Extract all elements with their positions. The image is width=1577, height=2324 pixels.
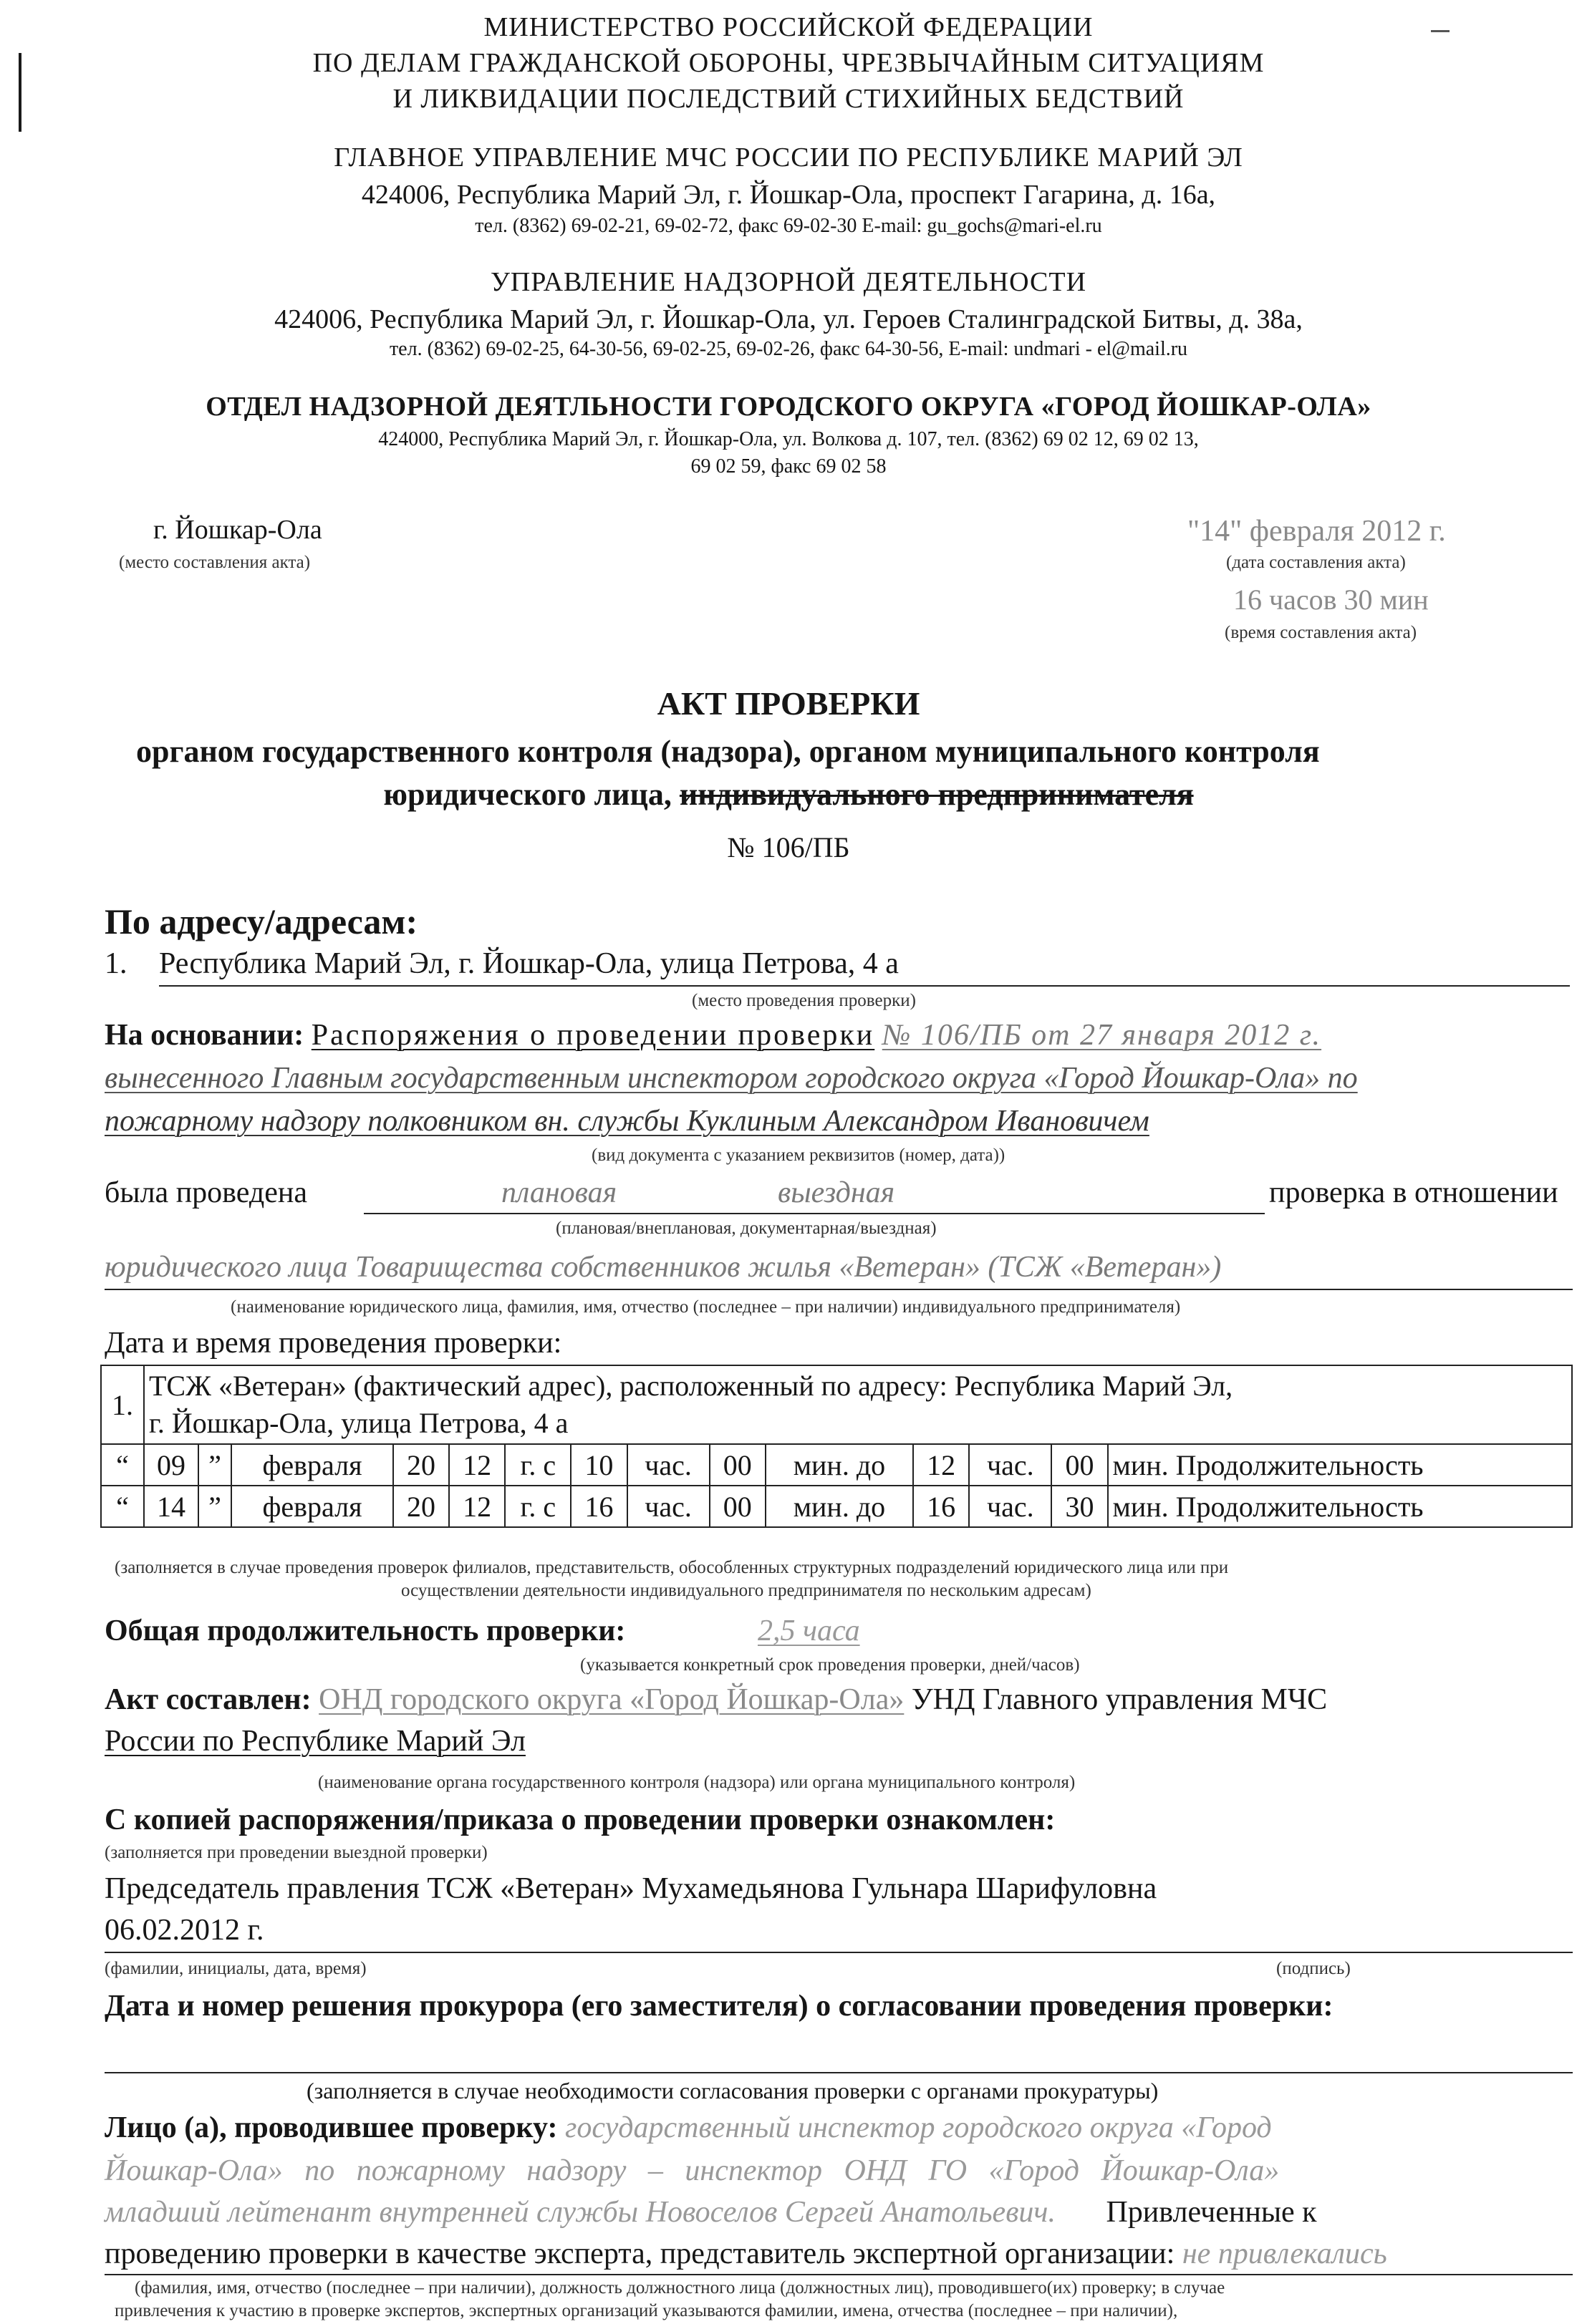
prosecutor-underline xyxy=(105,2072,1573,2073)
division-address-2: 69 02 59, факс 69 02 58 xyxy=(690,455,887,478)
inspector-caption-1: (фамилия, имя, отчество (последнее – при наличии), должность должностного лица (должностных лиц), проводившего(их) проверку; в случае xyxy=(135,2278,1225,2298)
inspector-label: Лицо (а), проводившее проверку xyxy=(105,2111,548,2144)
prosecutor-heading: Дата и номер решения прокурора (его заместителя) о согласовании проведения проверки: xyxy=(105,1990,1334,2023)
schedule-grid xyxy=(100,1365,1573,1528)
inspector-line-3 xyxy=(105,2195,1317,2229)
quote-open-cell: “ xyxy=(101,1444,144,1486)
address-label: (место проведения проверки) xyxy=(692,991,916,1010)
hour-label-cell: час. xyxy=(969,1486,1051,1527)
to-hour-cell: 16 xyxy=(913,1486,969,1527)
year-b-cell: 12 xyxy=(449,1486,505,1527)
schedule-caption-1: (заполняется в случае проведения проверок филиалов, представительств, обособленных структурных подразделений юридического лица или при xyxy=(115,1558,1229,1577)
ministry-line-3: И ЛИКВИДАЦИИ ПОСЛЕДСТВИЙ СТИХИЙНЫХ БЕДСТВИЙ xyxy=(392,84,1185,114)
main-department-address: 424006, Республика Марий Эл, г. Йошкар-Ола, проспект Гагарина, д. 16а, xyxy=(361,180,1216,210)
compiled-line-1 xyxy=(105,1683,1327,1717)
acquainted-heading: С копией распоряжения/приказа о проведении проверки ознакомлен: xyxy=(105,1803,1056,1836)
ministry-line-2: ПО ДЕЛАМ ГРАЖДАНСКОЙ ОБОРОНЫ, ЧРЕЗВЫЧАЙНЫМ СИТУАЦИЯМ xyxy=(312,48,1265,78)
min-to-label-cell: мин. до xyxy=(766,1444,913,1486)
basis-line-1 xyxy=(105,1018,1573,1052)
duration-caption: (указывается конкретный срок проведения проверки, дней/часов) xyxy=(580,1655,1080,1675)
quote-close-cell: ” xyxy=(198,1444,231,1486)
address-value: Республика Марий Эл, г. Йошкар-Ола, улица Петрова, 4 а xyxy=(159,947,899,980)
acquainted-underline xyxy=(105,1952,1573,1953)
inspector-line-4 xyxy=(105,2237,1387,2271)
division-name: ОТДЕЛ НАДЗОРНОЙ ДЕЯТЛЬНОСТИ ГОРОДСКОГО ОКРУГА «ГОРОД ЙОШКАР-ОЛА» xyxy=(206,392,1371,422)
schedule-table xyxy=(100,1365,1573,1528)
inspector-line-2: Йошкар-Ола» по пожарному надзору – инспектор ОНД ГО «Город Йошкар-Ола» xyxy=(105,2154,1280,2187)
month-cell: февраля xyxy=(231,1486,393,1527)
address-item-number: 1. xyxy=(105,947,127,980)
division-address-1: 424000, Республика Марий Эл, г. Йошкар-Ола, ул. Волкова д. 107, тел. (8362) 69 02 12, 69 02 13, xyxy=(378,428,1199,450)
acquainted-caption: (заполняется при проведении выездной проверки) xyxy=(105,1843,488,1862)
expert-value: не привлекались xyxy=(1182,2237,1387,2270)
compiled-colon: : xyxy=(301,1683,312,1716)
inspected-entity-caption: (наименование юридического лица, фамилия, имя, отчество (последнее – при наличии) индивидуального предпринимателя) xyxy=(231,1297,1181,1317)
act-time-value: 16 часов 30 мин xyxy=(1233,584,1429,616)
to-min-cell: 30 xyxy=(1051,1486,1107,1527)
supervision-contacts: тел. (8362) 69-02-25, 64-30-56, 69-02-25, 69-02-26, факс 64-30-56, E-mail: undmari - el@mail.ru xyxy=(389,338,1188,360)
inspection-suffix: проверка в отношении xyxy=(1269,1176,1558,1209)
acquainted-person: Председатель правления ТСЖ «Ветеран» Мухамедьянова Гульнара Шарифуловна xyxy=(105,1872,1157,1905)
place-label: (место составления акта) xyxy=(119,553,311,572)
from-min-cell: 00 xyxy=(710,1486,766,1527)
inspection-prefix: была проведена xyxy=(105,1176,307,1209)
schedule-row-2 xyxy=(101,1486,1572,1527)
duration-label: Общая продолжительность проверки: xyxy=(105,1614,626,1647)
act-number: № 106/ПБ xyxy=(727,831,850,863)
schedule-caption-2: осуществлении деятельности индивидуального предпринимателя по нескольким адресам) xyxy=(401,1581,1091,1600)
basis-line-2: вынесенного Главным государственным инспектором городского округа «Город Йошкар-Ола» по xyxy=(105,1062,1358,1095)
prosecutor-caption: (заполняется в случае необходимости согласования проверки с органами прокуратуры) xyxy=(307,2078,1159,2103)
inspected-entity-underline xyxy=(105,1289,1573,1290)
compiled-org-part-3: России по Республике Марий Эл xyxy=(105,1725,526,1758)
subtitle-struck-entrepreneur: индивидуального предпринимателя xyxy=(679,777,1194,812)
address-underline xyxy=(159,985,1570,987)
ministry-line-1: МИНИСТЕРСТВО РОССИЙСКОЙ ФЕДЕРАЦИИ xyxy=(483,12,1094,42)
to-min-cell: 00 xyxy=(1051,1444,1107,1486)
inspector-underline xyxy=(105,2274,1573,2275)
acquainted-signature-caption: (подпись) xyxy=(1276,1959,1351,1978)
hour-label-cell: час. xyxy=(627,1486,710,1527)
from-min-cell: 00 xyxy=(710,1444,766,1486)
supervision-address: 424006, Республика Марий Эл, г. Йошкар-Ола, ул. Героев Сталинградской Битвы, д. 38а, xyxy=(274,304,1303,334)
hour-label-cell: час. xyxy=(969,1444,1051,1486)
inspected-entity: юридического лица Товарищества собственников жилья «Ветеран» (ТСЖ «Ветеран») xyxy=(105,1251,1222,1284)
hour-label-cell: час. xyxy=(627,1444,710,1486)
duration-label-cell: мин. Продолжительность xyxy=(1108,1444,1572,1486)
to-hour-cell: 12 xyxy=(913,1444,969,1486)
month-cell: февраля xyxy=(231,1444,393,1486)
schedule-address-row xyxy=(101,1365,1572,1444)
duration-label-cell: мин. Продолжительность xyxy=(1108,1486,1572,1527)
schedule-heading: Дата и время проведения проверки: xyxy=(105,1327,562,1360)
min-to-label-cell: мин. до xyxy=(766,1486,913,1527)
quote-close-cell: ” xyxy=(198,1486,231,1527)
main-department-contacts: тел. (8362) 69-02-21, 69-02-72, факс 69-02-30 E-mail: gu_gochs@mari-el.ru xyxy=(475,215,1102,237)
compiled-org-part-2: УНД Главного управления МЧС xyxy=(911,1683,1328,1716)
day-cell: 09 xyxy=(144,1444,198,1486)
schedule-row-number: 1. xyxy=(101,1365,144,1444)
inspector-colon: : xyxy=(547,2111,558,2144)
basis-reference: № 106/ПБ от 27 января 2012 г. xyxy=(882,1019,1322,1052)
place-value: г. Йошкар-Ола xyxy=(153,515,322,545)
schedule-row-1 xyxy=(101,1444,1572,1486)
main-department: ГЛАВНОЕ УПРАВЛЕНИЕ МЧС РОССИИ ПО РЕСПУБЛИКЕ МАРИЙ ЭЛ xyxy=(334,142,1243,173)
inspector-name: младший лейтенант внутренней службы Новоселов Сергей Анатольевич. xyxy=(105,2196,1056,2229)
compiled-org-part-1: ОНД городского округа «Город Йошкар-Ола» xyxy=(319,1683,905,1716)
year-a-cell: 20 xyxy=(393,1444,449,1486)
basis-lead: Распоряжения о проведении проверки xyxy=(311,1019,875,1052)
schedule-address-cell xyxy=(144,1365,1572,1444)
schedule-address-line-1: ТСЖ «Ветеран» (фактический адрес), расположенный по адресу: Республика Марий Эл, xyxy=(149,1370,1233,1402)
inspector-position: государственный инспектор городского округа «Город xyxy=(564,2111,1272,2144)
duration-value: 2,5 часа xyxy=(758,1614,860,1647)
inspector-line-1 xyxy=(105,2111,1272,2145)
inspection-type-onsite: выездная xyxy=(778,1176,895,1209)
from-label-cell: г. с xyxy=(505,1486,571,1527)
quote-open-cell: “ xyxy=(101,1486,144,1527)
subtitle-legal-entity: юридического лица, xyxy=(383,777,672,812)
act-date-value: "14" февраля 2012 г. xyxy=(1187,515,1446,548)
inspection-type-underline xyxy=(364,1213,1265,1214)
acquainted-names-caption: (фамилии, инициалы, дата, время) xyxy=(105,1959,367,1978)
year-a-cell: 20 xyxy=(393,1486,449,1527)
from-hour-cell: 16 xyxy=(571,1486,627,1527)
act-title: АКТ ПРОВЕРКИ xyxy=(657,685,920,722)
acquainted-date: 06.02.2012 г. xyxy=(105,1914,264,1947)
inspector-caption-2: привлечения к участию в проверке экспертов, экспертных организаций указываются фамилии, имена, отчества (последнее – при наличии), xyxy=(115,2301,1178,2320)
act-date-label: (дата составления акта) xyxy=(1226,553,1406,572)
inspection-type-caption: (плановая/внеплановая, документарная/выездная) xyxy=(556,1219,937,1238)
inspector-attracted: Привлеченные к xyxy=(1106,2196,1317,2229)
from-hour-cell: 10 xyxy=(571,1444,627,1486)
basis-label: На основании xyxy=(105,1019,294,1052)
compiled-label: Акт составлен xyxy=(105,1683,302,1716)
basis-line-3: пожарному надзору полковником вн. службы Куклиным Александром Ивановичем xyxy=(105,1105,1149,1138)
act-subtitle-1: органом государственного контроля (надзора), органом муниципального контроля xyxy=(136,734,1320,769)
act-subtitle-2 xyxy=(0,776,1577,813)
expert-lead: проведению проверки в качестве эксперта, представитель экспертной организации: xyxy=(105,2237,1175,2270)
supervision-department: УПРАВЛЕНИЕ НАДЗОРНОЙ ДЕЯТЕЛЬНОСТИ xyxy=(490,267,1087,297)
day-cell: 14 xyxy=(144,1486,198,1527)
address-heading: По адресу/адресам: xyxy=(105,901,418,941)
from-label-cell: г. с xyxy=(505,1444,571,1486)
act-time-label: (время составления акта) xyxy=(1225,623,1417,642)
schedule-address-line-2: г. Йошкар-Ола, улица Петрова, 4 а xyxy=(149,1407,569,1439)
basis-caption: (вид документа с указанием реквизитов (номер, дата)) xyxy=(592,1146,1005,1165)
basis-colon: : xyxy=(294,1019,304,1052)
compiled-caption: (наименование органа государственного контроля (надзора) или органа муниципального контроля) xyxy=(318,1773,1076,1792)
inspection-type-planned: плановая xyxy=(501,1176,617,1209)
year-b-cell: 12 xyxy=(449,1444,505,1486)
